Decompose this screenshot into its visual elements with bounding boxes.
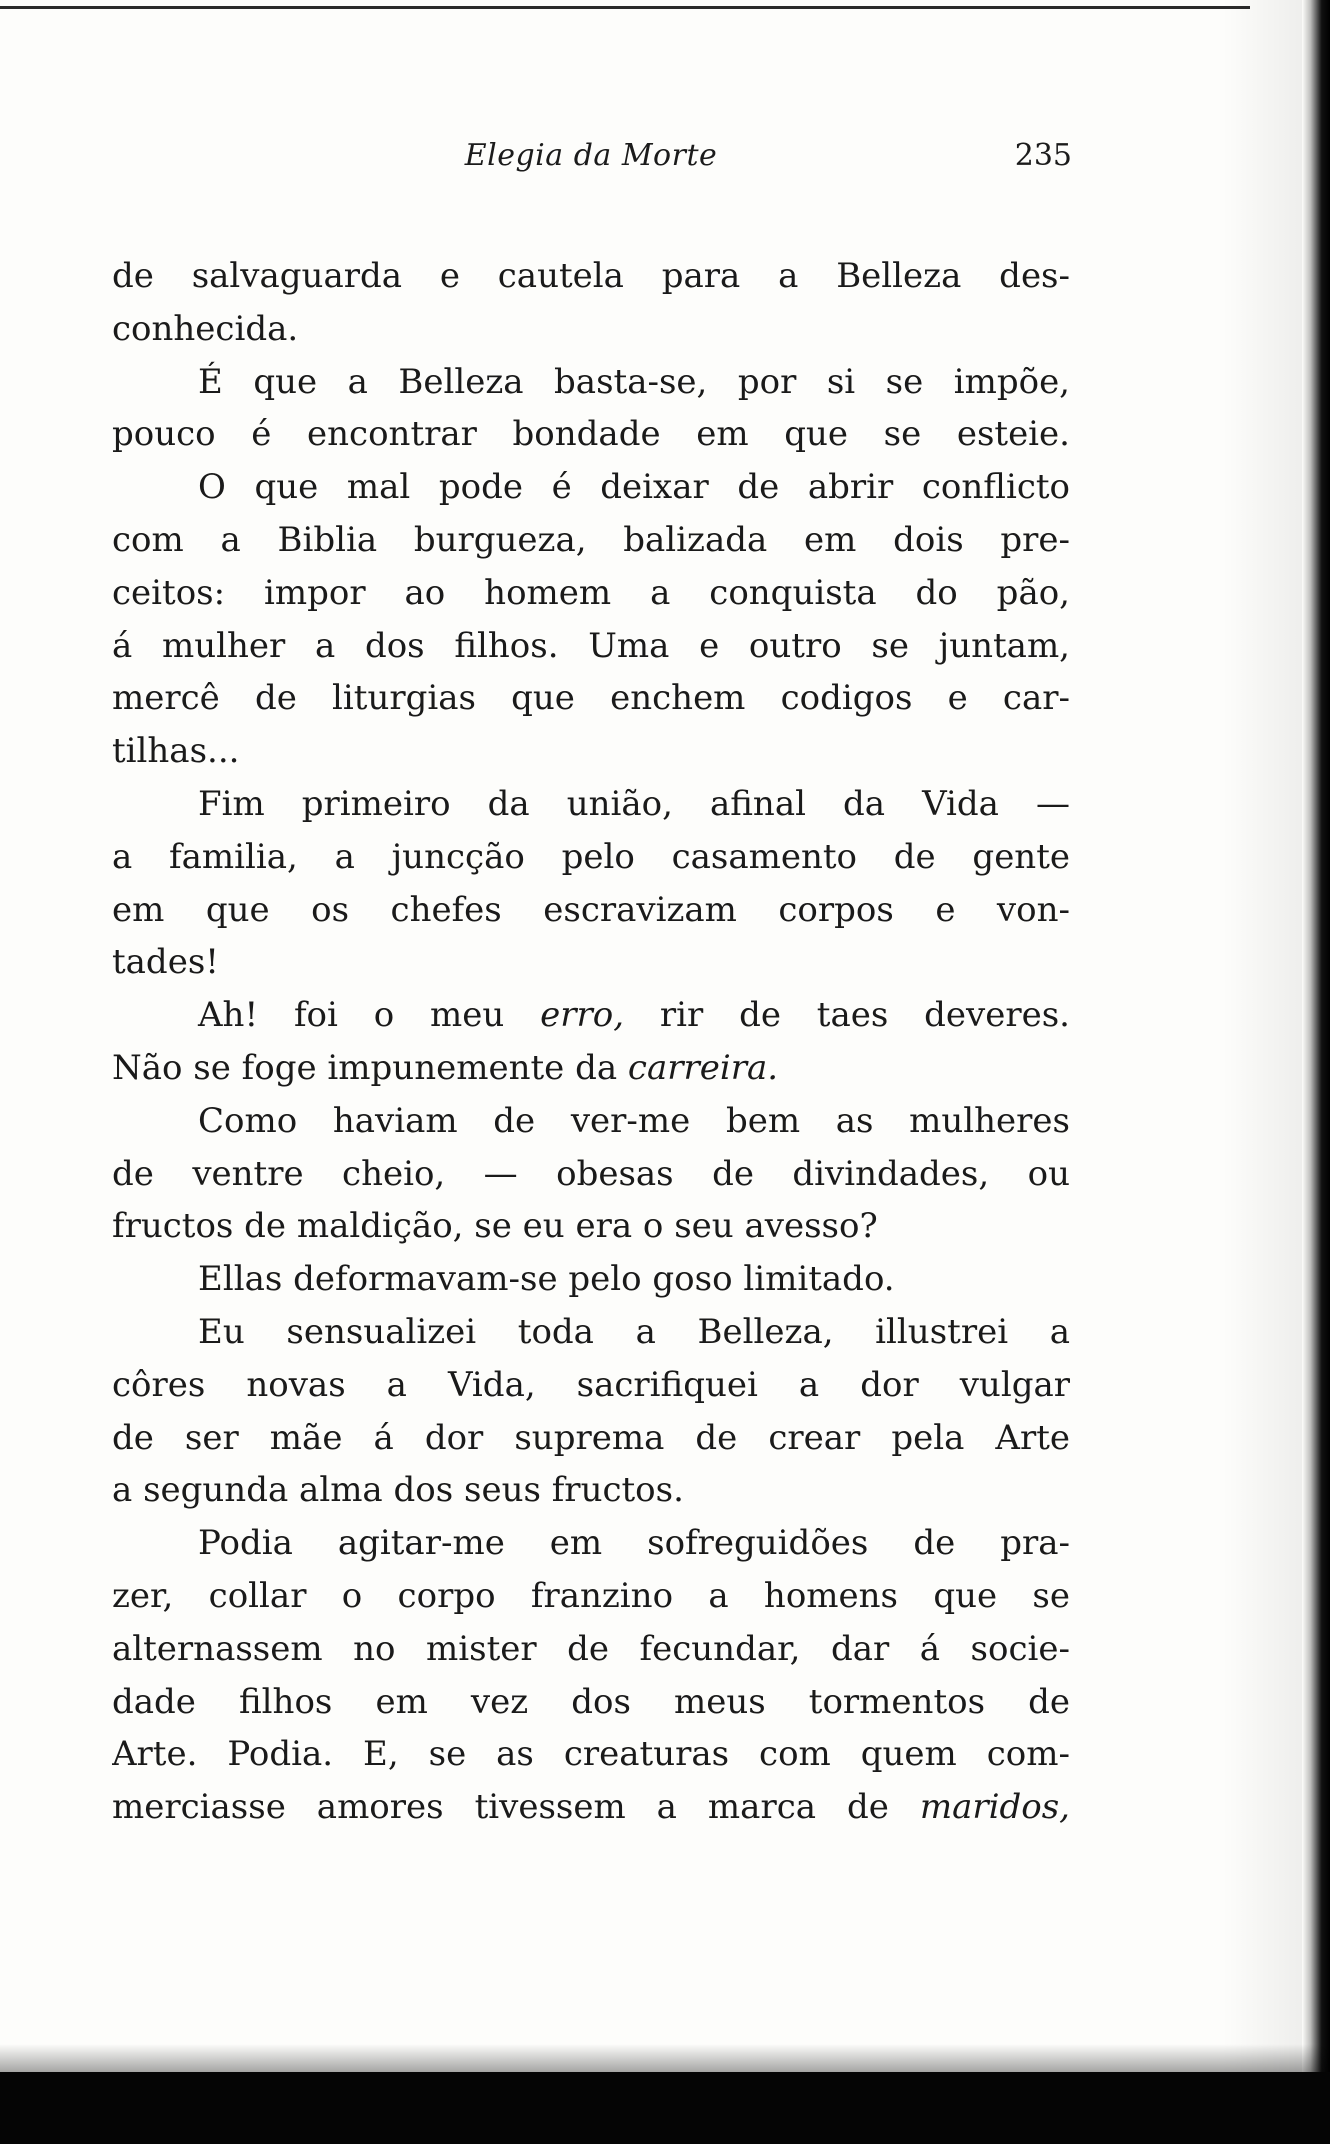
text-line: a segunda alma dos seus fructos. [112,1470,684,1511]
running-header [110,138,1072,178]
italic-word: erro, [540,995,625,1036]
text-line: de ser mãe á dor suprema de crear pela Arte [112,1417,1070,1458]
text-line: tades! [112,942,219,983]
text-line: de salvaguarda e cautela para a Belleza des- [112,256,1070,296]
text-line [112,1781,1070,1834]
text-segment: rir de taes deveres. [624,995,1070,1036]
text-line: Fim primeiro da união, afinal da Vida — [198,783,1070,824]
text-segment: merciasse amores tivessem a marca de [112,1787,920,1828]
text-line: fructos de maldição, se eu era o seu avesso? [112,1206,878,1247]
text-line: côres novas a Vida, sacrifiquei a dor vulgar [112,1364,1070,1405]
text-line: Podia agitar-me em sofreguidões de pra- [198,1523,1070,1564]
italic-word: carreira. [627,1047,779,1088]
text-line: ceitos: impor ao homem a conquista do pão, [112,572,1070,613]
text-line: É que a Belleza basta-se, por si se impõe, [198,361,1070,402]
body-text [112,250,1070,1834]
text-segment: Não se foge impunemente da [112,1047,628,1088]
running-header-title: Elegia da Morte [464,138,718,173]
page-top-edge [0,6,1250,9]
text-line: pouco é encontrar bondade em que se esteie. [112,414,1070,455]
text-line: Arte. Podia. E, se as creaturas com quem com- [112,1734,1070,1775]
text-segment: Ah! foi o meu [198,995,541,1036]
bottom-edge-band [0,2072,1330,2144]
text-line: de ventre cheio, — obesas de divindades, ou [112,1153,1070,1194]
text-line: com a Biblia burgueza, balizada em dois pre- [112,519,1070,560]
text-line: conhecida. [112,308,299,349]
text-line: Como haviam de ver-me bem as mulheres [198,1100,1070,1141]
text-line: a familia, a juncção pelo casamento de gente [112,836,1070,877]
text-line [112,989,1070,1042]
text-line [112,1042,1070,1095]
text-line: O que mal pode é deixar de abrir conflicto [198,467,1070,508]
binding-shadow-soft [1222,0,1302,2144]
text-line: dade filhos em vez dos meus tormentos de [112,1681,1070,1722]
binding-shadow [1302,0,1330,2144]
text-line: mercê de liturgias que enchem codigos e car- [112,678,1070,719]
text-line: zer, collar o corpo franzino a homens que se [112,1575,1070,1616]
bottom-edge-fade [0,2044,1330,2072]
text-line: em que os chefes escravizam corpos e von- [112,889,1070,930]
text-line: á mulher a dos filhos. Uma e outro se juntam, [112,625,1070,666]
text-line: alternassem no mister de fecundar, dar á socie- [112,1628,1070,1669]
text-line: Ellas deformavam-se pelo goso limitado. [198,1259,895,1300]
italic-word: maridos, [919,1787,1070,1828]
text-line: tilhas... [112,731,240,772]
page-number: 235 [1014,138,1072,173]
text-line: Eu sensualizei toda a Belleza, illustrei a [198,1311,1070,1352]
